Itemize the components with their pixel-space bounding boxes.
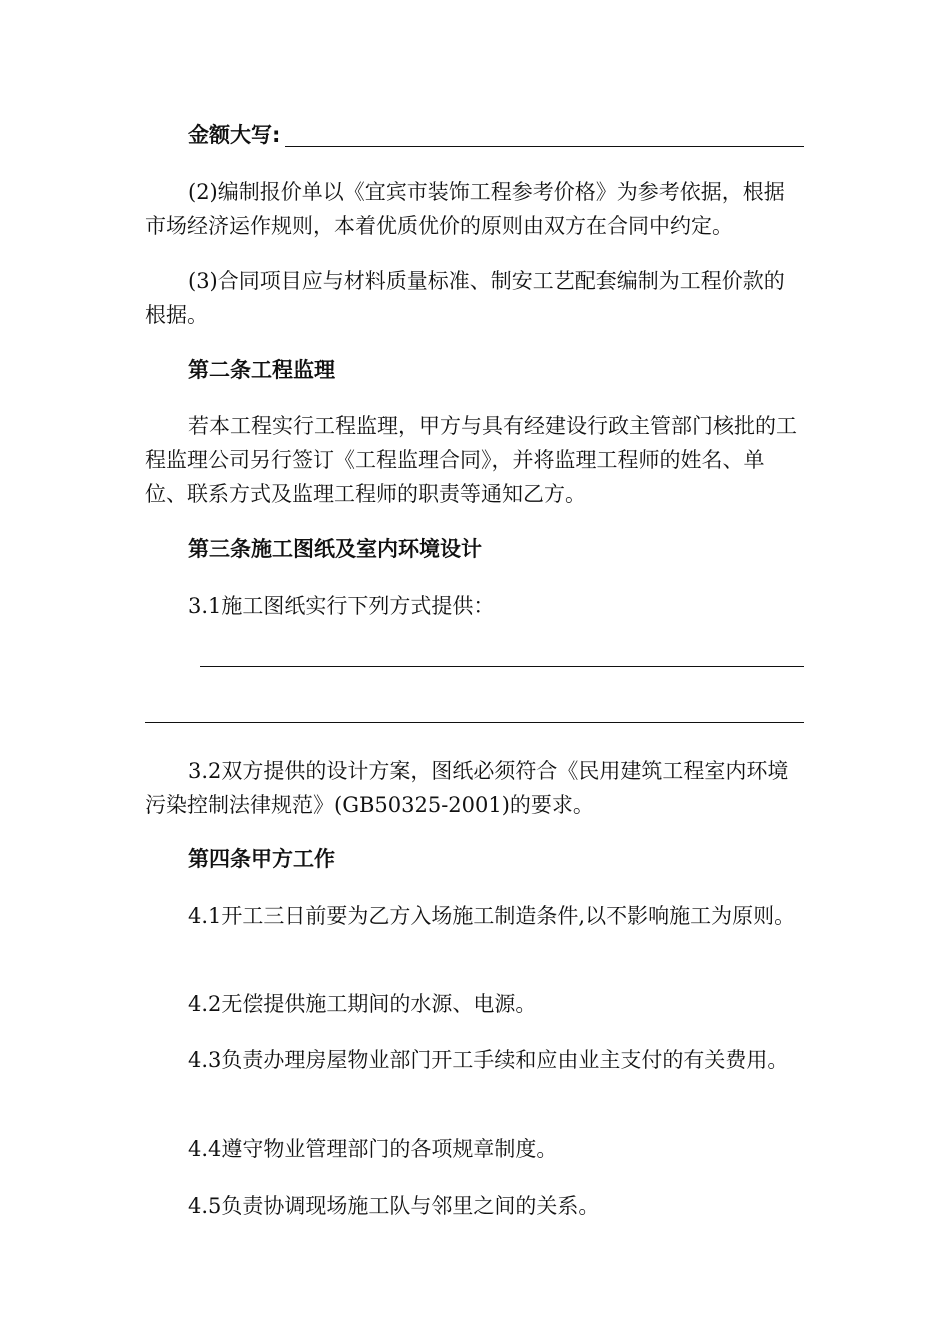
section-heading-3 [145, 532, 805, 566]
paragraph-text: 4.5负责协调现场施工队与邻里之间的关系。 [188, 1194, 600, 1218]
section-heading-2 [145, 353, 805, 387]
amount-in-words-field [188, 118, 804, 152]
paragraph-text: 4.4遵守物业管理部门的各项规章制度。 [188, 1137, 558, 1161]
heading-text: 第四条甲方工作 [188, 847, 335, 871]
clause-4-2-paragraph [145, 987, 805, 1021]
section-heading-4 [145, 842, 805, 876]
clause-3-paragraph [145, 264, 805, 332]
paragraph-text: 若本工程实行工程监理，甲方与具有经建设行政主管部门核批的工程监理公司另行签订《工程监理合同》，并将监理工程师的姓名、单位、联系方式及监理工程师的职责等通知乙方。 [145, 414, 797, 506]
supervision-paragraph [145, 409, 805, 511]
heading-text: 第二条工程监理 [188, 358, 335, 382]
paragraph-text: 4.1开工三日前要为乙方入场施工制造条件,以不影响施工为原则。 [188, 904, 796, 928]
blank-line-2 [145, 722, 804, 723]
blank-line-1 [200, 666, 804, 667]
paragraph-text: 4.2无偿提供施工期间的水源、电源。 [188, 992, 537, 1016]
clause-2-paragraph [145, 175, 805, 243]
paragraph-text: (2)编制报价单以《宜宾市装饰工程参考价格》为参考依据，根据市场经济运作规则，本着优质优价的原则由双方在合同中约定。 [145, 180, 785, 238]
clause-4-3-paragraph [145, 1043, 805, 1077]
paragraph-text: (3)合同项目应与材料质量标准、制安工艺配套编制为工程价款的根据。 [145, 269, 785, 327]
heading-text: 第三条施工图纸及室内环境设计 [188, 537, 482, 561]
amount-blank-line [285, 146, 804, 147]
clause-3-2-paragraph [145, 754, 805, 822]
clause-4-4-paragraph [145, 1132, 805, 1166]
paragraph-text: 3.2双方提供的设计方案，图纸必须符合《民用建筑工程室内环境污染控制法律规范》(GB50325-2001)的要求。 [145, 759, 789, 817]
paragraph-text: 4.3负责办理房屋物业部门开工手续和应由业主支付的有关费用。 [188, 1048, 789, 1072]
clause-4-1-paragraph [145, 899, 805, 933]
clause-4-5-paragraph [145, 1189, 805, 1223]
clause-3-1-paragraph [145, 589, 805, 623]
paragraph-text: 3.1施工图纸实行下列方式提供： [188, 594, 495, 618]
amount-label: 金额大写: [188, 123, 281, 147]
